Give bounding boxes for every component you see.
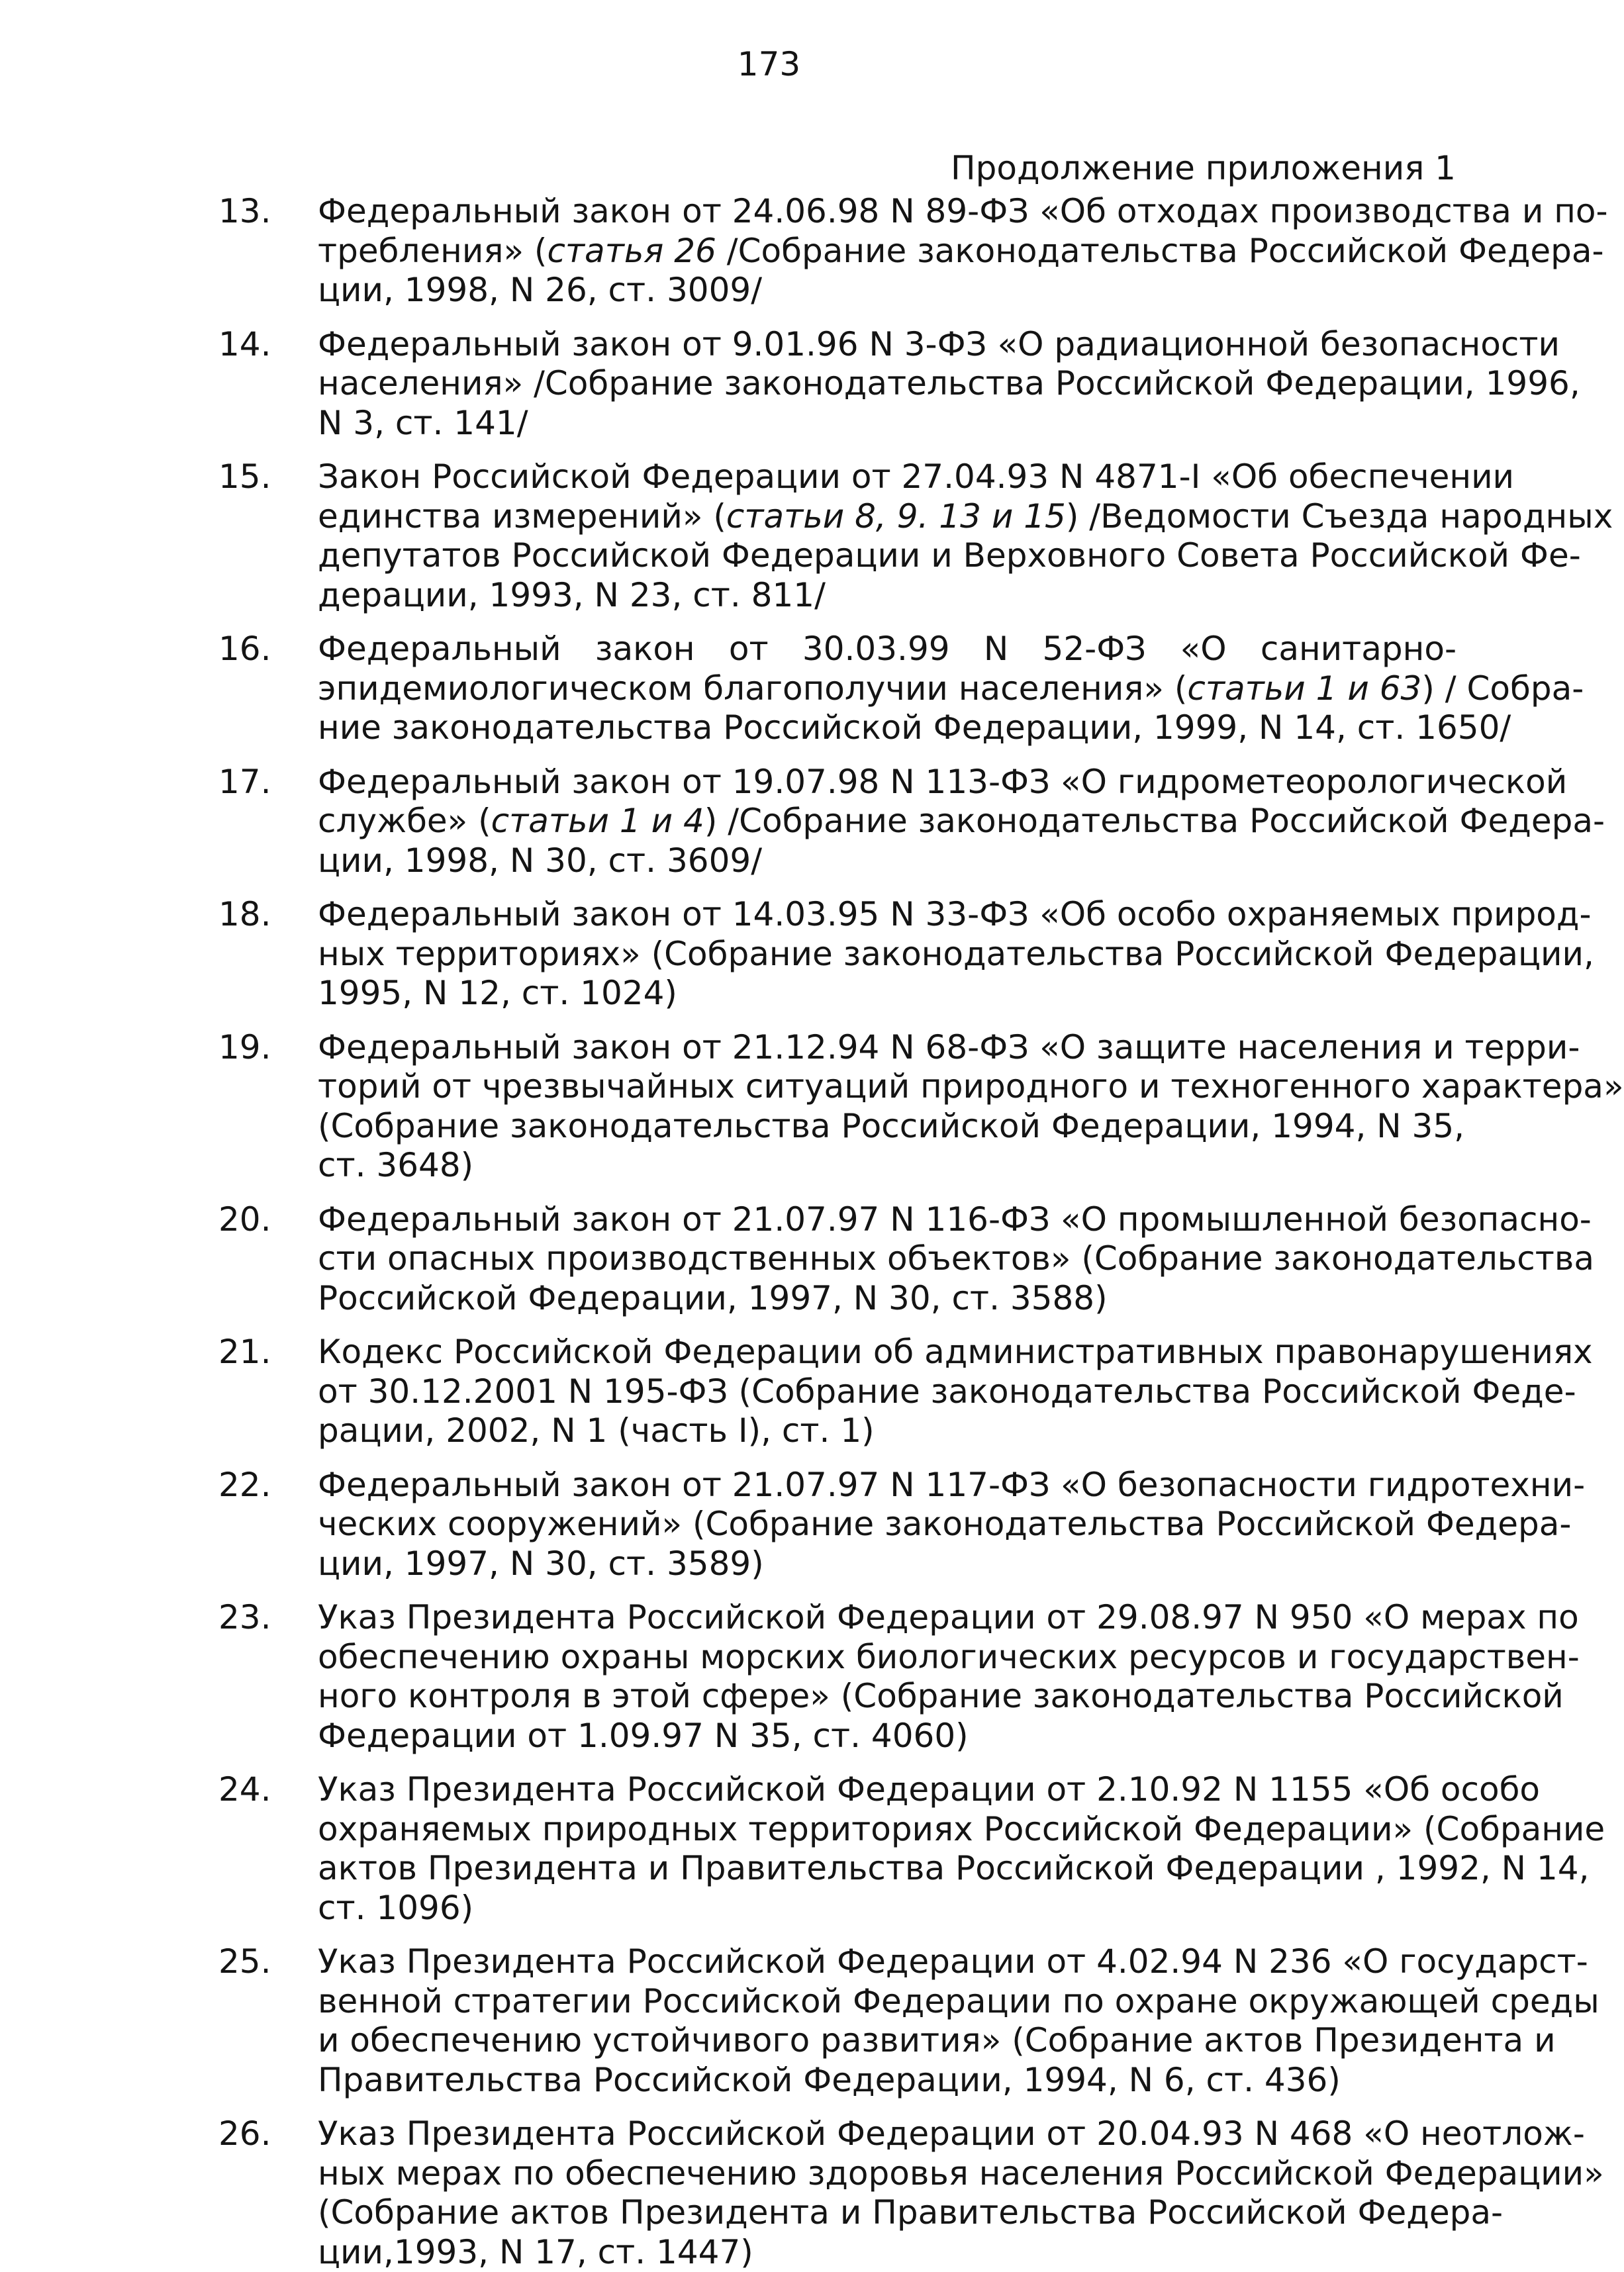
item-text-line: единства измерений» (статьи 8, 9. 13 и 15) /Ведомости Съезда народных [318,497,1457,537]
item-text-line: Российской Федерации, 1997, N 30, ст. 3588) [318,1279,1457,1319]
item-text [318,1942,1457,2100]
item-text-line: охраняемых природных территориях Российской Федерации» (Собрание [318,1810,1457,1850]
item-text-line: Федеральный закон от 19.07.98 N 113-ФЗ «О гидрометеорологической [318,763,1457,802]
item-text-line: ст. 3648) [318,1146,1457,1186]
item-text [318,895,1457,1014]
item-text-line: 1995, N 12, ст. 1024) [318,974,1457,1014]
list-item [218,1028,1457,1186]
item-text-line: ции,1993, N 17, ст. 1447) [318,2233,1457,2272]
item-text-line: Указ Президента Российской Федерации от 2.10.92 N 1155 «Об особо [318,1770,1457,1810]
list-item [218,763,1457,881]
item-text-line: Федеральный закон от 30.03.99 N 52-ФЗ «О санитарно- [318,630,1457,669]
item-text-line: депутатов Российской Федерации и Верховного Совета Российской Фе- [318,536,1457,576]
item-text [318,630,1457,748]
item-text-line: дерации, 1993, N 23, ст. 811/ [318,576,1457,616]
item-text [318,2114,1457,2272]
item-text-line: рации, 2002, N 1 (часть I), ст. 1) [318,1411,1457,1451]
item-text-line: населения» /Собрание законодательства Российской Федерации, 1996, [318,364,1457,404]
item-text-line: обеспечению охраны морских биологических ресурсов и государствен- [318,1638,1457,1678]
item-number: 23. [218,1598,318,1638]
item-text-line: ных территориях» (Собрание законодательства Российской Федерации, [318,935,1457,974]
item-text-line: службе» (статьи 1 и 4) /Собрание законодательства Российской Федера- [318,802,1457,841]
item-text-line: требления» (статья 26 /Собрание законодательства Российской Федера- [318,232,1457,271]
item-text [318,1598,1457,1756]
item-number: 17. [218,763,318,802]
item-text [318,763,1457,881]
item-number: 15. [218,457,318,497]
reference-list [218,192,1457,2272]
item-number: 26. [218,2114,318,2154]
item-text [318,457,1457,615]
item-text-line: ции, 1998, N 26, ст. 3009/ [318,271,1457,310]
item-text-line: Указ Президента Российской Федерации от 4.02.94 N 236 «О государст- [318,1942,1457,1982]
item-text-line: ции, 1998, N 30, ст. 3609/ [318,841,1457,881]
item-text-line: Указ Президента Российской Федерации от 29.08.97 N 950 «О мерах по [318,1598,1457,1638]
page-number: 173 [0,41,1538,87]
item-text-line: Правительства Российской Федерации, 1994, N 6, ст. 436) [318,2061,1457,2101]
item-number: 20. [218,1200,318,1240]
item-number: 16. [218,630,318,669]
item-text [318,192,1457,310]
item-text-line: сти опасных производственных объектов» (Собрание законодательства [318,1239,1457,1279]
item-text-line: Кодекс Российской Федерации об административных правонарушениях [318,1333,1457,1372]
item-number: 18. [218,895,318,935]
item-text-line: ного контроля в этой сфере» (Собрание законодательства Российской [318,1677,1457,1717]
item-text-line: ции, 1997, N 30, ст. 3589) [318,1544,1457,1584]
list-item [218,1598,1457,1756]
item-text-line: Федеральный закон от 21.07.97 N 117-ФЗ «О безопасности гидротехни- [318,1466,1457,1505]
list-item [218,895,1457,1014]
item-number: 19. [218,1028,318,1068]
continuation-label: Продолжение приложения 1 [951,146,1456,191]
item-text-line: ных мерах по обеспечению здоровья населения Российской Федерации» [318,2154,1457,2194]
item-text-line: ческих сооружений» (Собрание законодательства Российской Федера- [318,1505,1457,1544]
item-text-line: от 30.12.2001 N 195-ФЗ (Собрание законодательства Российской Феде- [318,1372,1457,1412]
item-text-line: Закон Российской Федерации от 27.04.93 N 4871-I «Об обеспечении [318,457,1457,497]
list-item [218,1200,1457,1319]
item-text-line: (Собрание актов Президента и Правительства Российской Федера- [318,2193,1457,2233]
item-text-line: Федерации от 1.09.97 N 35, ст. 4060) [318,1717,1457,1756]
item-text-line: Федеральный закон от 24.06.98 N 89-ФЗ «Об отходах производства и по- [318,192,1457,232]
item-text-line: N 3, ст. 141/ [318,404,1457,444]
item-text-line: Федеральный закон от 9.01.96 N 3-ФЗ «О радиационной безопасности [318,325,1457,365]
item-text [318,1200,1457,1319]
item-text-line: Указ Президента Российской Федерации от 20.04.93 N 468 «О неотлож- [318,2114,1457,2154]
list-item [218,1770,1457,1928]
item-text-line: Федеральный закон от 21.12.94 N 68-ФЗ «О защите населения и терри- [318,1028,1457,1068]
list-item [218,192,1457,310]
item-number: 25. [218,1942,318,1982]
item-text [318,1770,1457,1928]
list-item [218,1942,1457,2100]
list-item [218,1333,1457,1451]
item-text-line: ст. 1096) [318,1889,1457,1928]
item-text-line: Федеральный закон от 21.07.97 N 116-ФЗ «О промышленной безопасно- [318,1200,1457,1240]
item-number: 22. [218,1466,318,1505]
list-item [218,2114,1457,2272]
item-text-line: (Собрание законодательства Российской Федерации, 1994, N 35, [318,1107,1457,1147]
item-number: 24. [218,1770,318,1810]
list-item [218,325,1457,444]
item-number: 14. [218,325,318,365]
item-text-line: актов Президента и Правительства Российской Федерации , 1992, N 14, [318,1849,1457,1889]
item-text-line: торий от чрезвычайных ситуаций природного и техногенного характера» [318,1067,1457,1107]
item-text [318,1466,1457,1584]
item-text [318,1333,1457,1451]
list-item [218,630,1457,748]
item-text-line: Федеральный закон от 14.03.95 N 33-ФЗ «Об особо охраняемых природ- [318,895,1457,935]
item-text [318,1028,1457,1186]
item-text-line: венной стратегии Российской Федерации по охране окружающей среды [318,1982,1457,2022]
item-number: 21. [218,1333,318,1372]
item-number: 13. [218,192,318,232]
item-text-line: эпидемиологическом благополучии населения» (статьи 1 и 63) / Собра- [318,669,1457,709]
list-item [218,1466,1457,1584]
item-text-line: ние законодательства Российской Федерации, 1999, N 14, ст. 1650/ [318,708,1457,748]
list-item [218,457,1457,615]
item-text-line: и обеспечению устойчивого развития» (Собрание актов Президента и [318,2021,1457,2061]
item-text [318,325,1457,444]
